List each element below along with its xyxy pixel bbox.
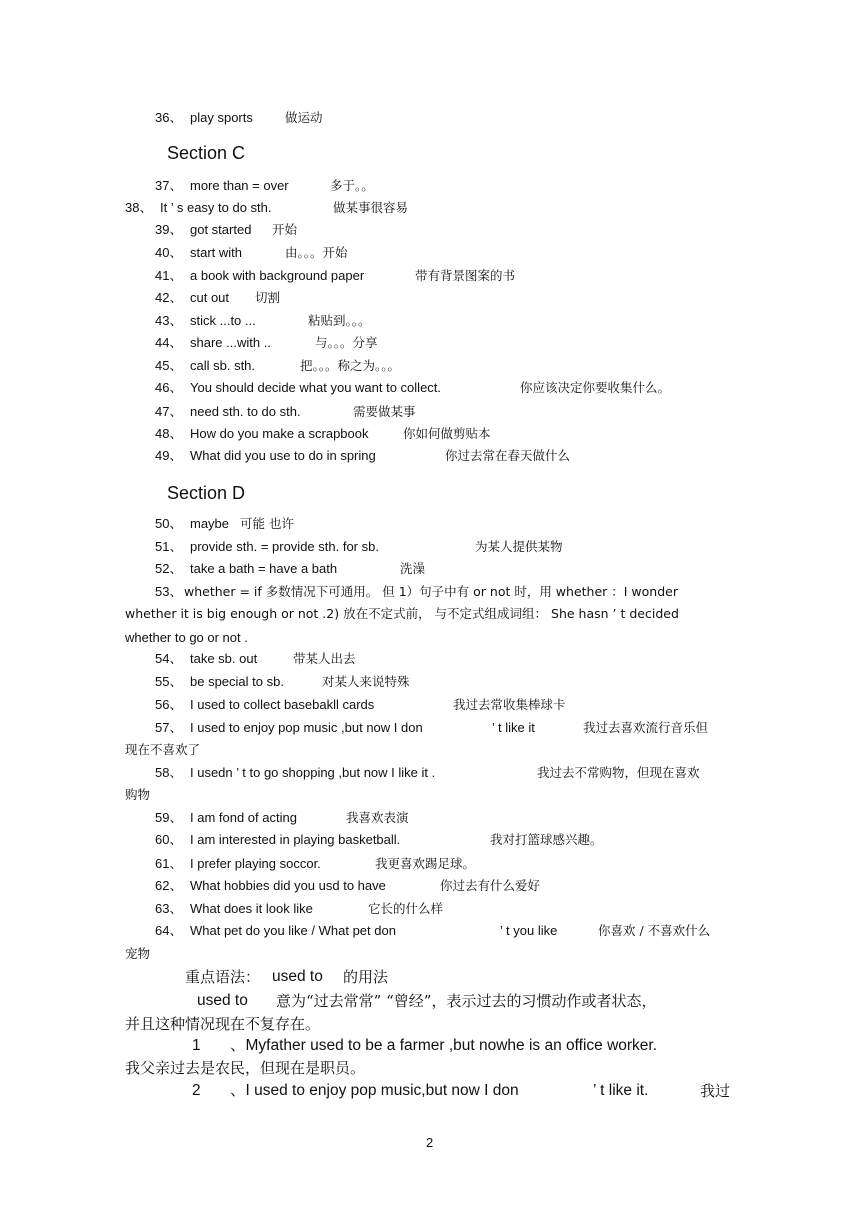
- item-english: I prefer playing soccor.: [190, 856, 321, 871]
- example-number: 2: [192, 1082, 201, 1099]
- item-chinese: 开始: [272, 222, 298, 237]
- item-number: 62、: [155, 878, 183, 893]
- item-number: 39、: [155, 222, 183, 237]
- item-number: 49、: [155, 448, 183, 463]
- item-number: 56、: [155, 697, 183, 712]
- example-number: 1: [192, 1037, 201, 1054]
- item-chinese: 为某人提供某物: [475, 539, 563, 554]
- item-english: a book with background paper: [190, 268, 365, 283]
- item-chinese: 我对打篮球感兴趣。: [490, 832, 603, 847]
- item-english: maybe: [190, 516, 230, 531]
- grammar-title-en: used to: [272, 968, 323, 985]
- item-chinese: 与。。。分享: [315, 335, 378, 350]
- item-english: I am interested in playing basketball.: [190, 832, 401, 847]
- item-number: 37、: [155, 178, 183, 193]
- item-english-cont: ’ t you like: [500, 923, 558, 938]
- grammar-title-cn: 重点语法：: [185, 968, 261, 986]
- item-chinese: 它长的什么样: [368, 901, 444, 916]
- item-chinese: 我过去常收集棒球卡: [453, 697, 566, 712]
- item-number: 48、: [155, 426, 183, 441]
- item-english: You should decide what you want to collect.: [190, 380, 442, 395]
- example-translation: 我过: [700, 1082, 731, 1100]
- item-paragraph-line: whether = if 多数情况下可通用。 但 1）句子中有 or not 时，用 whether ：I wonder: [184, 584, 678, 599]
- item-english: take a bath = have a bath: [190, 561, 338, 576]
- item-chinese: 我过去喜欢流行音乐但: [583, 720, 709, 735]
- item-chinese: 可能 也许: [240, 516, 294, 531]
- item-chinese-cont: 现在不喜欢了: [125, 742, 201, 757]
- item-english: start with: [190, 245, 243, 260]
- grammar-definition-cont: 并且这种情况现在不复存在。: [125, 1015, 321, 1033]
- grammar-definition: 意为“过去常常” “曾经”，表示过去的习惯动作或者状态，: [276, 992, 657, 1010]
- example-sentence: 、I used to enjoy pop music,but now I don: [230, 1082, 519, 1099]
- item-number: 36、: [155, 110, 183, 125]
- item-english: provide sth. = provide sth. for sb.: [190, 539, 379, 554]
- item-number: 57、: [155, 720, 183, 735]
- item-english: call sb. sth.: [190, 358, 256, 373]
- example-translation: 我父亲过去是农民，但现在是职员。: [125, 1059, 366, 1077]
- item-chinese-cont: 宠物: [125, 946, 151, 961]
- item-chinese: 做某事很容易: [333, 200, 409, 215]
- page-number: 2: [426, 1135, 434, 1150]
- item-chinese: 你应该决定你要收集什么。: [520, 380, 671, 395]
- example-sentence: 、Myfather used to be a farmer ,but nowhe is an office worker.: [230, 1037, 658, 1054]
- item-chinese-cont: 购物: [125, 787, 151, 802]
- item-chinese: 你喜欢 / 不喜欢什么: [598, 923, 711, 938]
- item-number: 54、: [155, 651, 183, 666]
- item-chinese: 需要做某事: [353, 404, 416, 419]
- item-english: It ’ s easy to do sth.: [160, 200, 272, 215]
- item-english: share ...with ..: [190, 335, 271, 350]
- item-chinese: 粘贴到。。。: [308, 313, 371, 328]
- item-chinese: 由。。。开始: [285, 245, 348, 260]
- item-number: 40、: [155, 245, 183, 260]
- item-english: I used to collect basebakll cards: [190, 697, 375, 712]
- item-number: 63、: [155, 901, 183, 916]
- item-english: more than = over: [190, 178, 289, 193]
- item-number: 58、: [155, 765, 183, 780]
- item-chinese: 我喜欢表演: [346, 810, 409, 825]
- item-number: 41、: [155, 268, 183, 283]
- item-number: 59、: [155, 810, 183, 825]
- item-chinese: 你过去常在春天做什么: [445, 448, 571, 463]
- item-chinese: 你过去有什么爱好: [440, 878, 541, 893]
- item-chinese: 我过去不常购物，但现在喜欢: [537, 765, 700, 780]
- item-chinese: 多于。。: [330, 178, 374, 193]
- item-chinese: 带某人出去: [293, 651, 356, 666]
- item-number: 55、: [155, 674, 183, 689]
- item-paragraph-line: whether it is big enough or not .2) 放在不定式前， 与不定式组成词组： She hasn ’ t decided: [125, 606, 679, 621]
- item-english: got started: [190, 222, 252, 237]
- item-english: play sports: [190, 110, 253, 125]
- item-number: 47、: [155, 404, 183, 419]
- grammar-definition-term: used to: [197, 992, 248, 1009]
- item-number: 43、: [155, 313, 183, 328]
- item-english: What hobbies did you usd to have: [190, 878, 386, 893]
- item-number: 53、: [155, 584, 183, 599]
- item-number: 51、: [155, 539, 183, 554]
- item-number: 45、: [155, 358, 183, 373]
- item-english: I used to enjoy pop music ,but now I don: [190, 720, 423, 735]
- item-number: 61、: [155, 856, 183, 871]
- item-paragraph-line: whether to go or not .: [125, 630, 248, 645]
- item-english: cut out: [190, 290, 230, 305]
- item-chinese: 做运动: [285, 110, 323, 125]
- item-number: 46、: [155, 380, 183, 395]
- item-english: stick ...to ...: [190, 313, 256, 328]
- item-english: take sb. out: [190, 651, 258, 666]
- item-chinese: 洗澡: [400, 561, 426, 576]
- item-number: 52、: [155, 561, 183, 576]
- item-english: What does it look like: [190, 901, 313, 916]
- item-english: be special to sb.: [190, 674, 284, 689]
- grammar-title-cn-suffix: 的用法: [343, 968, 389, 986]
- example-sentence-cont: ’ t like it.: [593, 1082, 649, 1099]
- item-english: I usedn ’ t to go shopping ,but now I like it .: [190, 765, 436, 780]
- section-heading: Section C: [167, 143, 246, 163]
- item-english: need sth. to do sth.: [190, 404, 301, 419]
- item-number: 64、: [155, 923, 183, 938]
- item-number: 42、: [155, 290, 183, 305]
- item-english-cont: ’ t like it: [492, 720, 535, 735]
- item-chinese: 切割: [255, 290, 281, 305]
- item-chinese: 你如何做剪贴本: [403, 426, 491, 441]
- item-number: 38、: [125, 200, 153, 215]
- item-number: 60、: [155, 832, 183, 847]
- item-english: I am fond of acting: [190, 810, 297, 825]
- item-chinese: 对某人来说特殊: [322, 674, 410, 689]
- item-english: What pet do you like / What pet don: [190, 923, 396, 938]
- item-chinese: 带有背景图案的书: [415, 268, 516, 283]
- item-chinese: 我更喜欢踢足球。: [375, 856, 476, 871]
- item-number: 50、: [155, 516, 183, 531]
- item-english: How do you make a scrapbook: [190, 426, 369, 441]
- item-english: What did you use to do in spring: [190, 448, 376, 463]
- item-number: 44、: [155, 335, 183, 350]
- section-heading: Section D: [167, 483, 246, 503]
- item-chinese: 把。。。称之为。。。: [300, 358, 401, 373]
